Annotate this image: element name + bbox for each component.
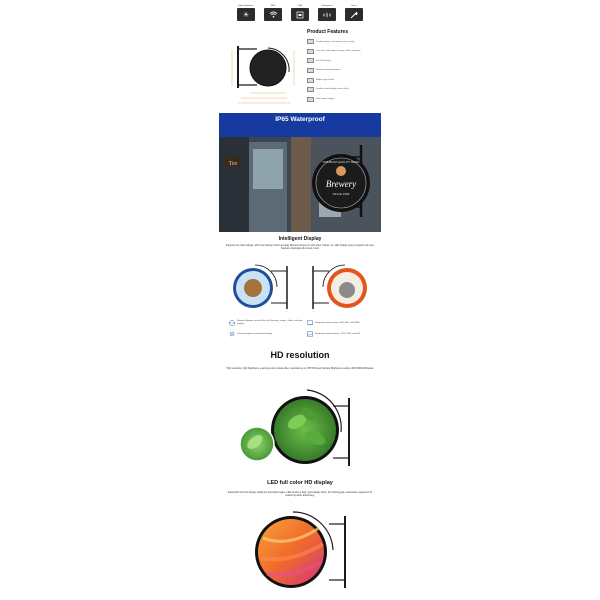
feature-bullet-icon [307,78,314,83]
feature-icon-row [237,5,363,21]
spec-text: Supported image formats: JPG, PNG, and GIF [315,332,361,335]
shop-sign-text: Tee [228,161,238,167]
wrench-icon [345,8,363,21]
storefront-sign-photo [219,137,381,232]
feature-bullet-icon [307,39,314,44]
spec-text: Create programs and upload display [237,332,273,335]
feature-text: Core lines with edge running, stable operation [316,50,361,53]
list-item [307,37,377,47]
feature-text: Mobile app control [316,78,334,81]
double-sided-display-illustration [229,263,371,313]
product-features-list [307,37,377,104]
gradient-display-illustration [249,508,359,596]
ip65-title: IP65 Waterproof [275,116,325,123]
monitor-icon [307,320,313,326]
feature-text: Remote upload programs [316,69,341,72]
feature-icon-label: Waterproof [321,5,333,7]
full-color-description: Small pitch full color display, bright and soft without glare, LED density is high, good display effect, No stitching gap, mainstream equipment for outdoor dynamic advertising. [227,492,373,497]
intelligent-display-title: Intelligent Display [278,236,322,242]
globe-icon [229,320,235,326]
spec-create-programs [229,331,307,337]
feature-text: Double design, waterproof, more sturdy [316,40,355,43]
feature-icon-label: Easy [351,5,357,7]
hd-resolution-description: High resolution, high brightness, ensuring perfect visual effect, resolution up to 150*150 pixels.Surface Brightness reaches 4000-5000CD/Square [226,368,374,370]
feature-bullet-icon [307,58,314,63]
feature-text: Double sided display, better effect [316,88,349,91]
gear-icon [229,331,235,337]
feature-icon-usb [291,5,309,21]
feature-icon-easy [345,5,363,21]
list-item [307,47,377,57]
product-detail-strip [219,0,381,600]
feature-bullet-icon [307,97,314,102]
list-item [307,56,377,66]
feature-icon-brightness [237,5,255,21]
list-item [307,85,377,95]
hd-resolution-title: HD resolution [270,350,330,360]
wifi-icon [264,8,282,21]
spec-text: Supported video formats: MP4, AVI, and WMV [315,321,360,324]
list-item [307,66,377,76]
dimension-diagram [227,40,303,108]
ip65-section [219,113,381,232]
ip65-header [219,113,381,137]
spec-video-formats [307,320,377,326]
water-icon [318,8,336,21]
sign-bottom-text: SINCE 1999 [332,192,350,196]
full-color-title: LED full color HD display [267,480,333,486]
product-features-title: Product Features [307,29,349,35]
feature-bullet-icon [307,68,314,73]
spec-image-formats [307,331,377,337]
intelligent-display-description: Supports one-click settings, which can display LOGO and play different pictures on both sides. Videos, etc. LED display screen supports usb view. Supports displaying all content in turn [225,245,375,250]
feature-icon-wifi [264,5,282,21]
list-item [307,95,377,105]
usb-icon [291,8,309,21]
feature-text: Safe power supply [316,98,334,101]
feature-icon-label: USB [297,5,303,7]
feature-bullet-icon [307,49,314,54]
feature-icon-label: WIFI [270,5,276,7]
spec-text: Remote Network control: Box click Settings, image, Video, and loop display [237,320,303,325]
feature-bullet-icon [307,87,314,92]
sign-top-text: PREMIUM QUALITY BEER [322,160,360,164]
feature-icon-water [318,5,336,21]
feature-icon-label: High brightness [238,5,254,7]
list-item [307,75,377,85]
feature-text: Full HD display [316,59,331,62]
sun-icon: ☀ [237,8,255,21]
sign-main-text: Brewery [325,179,357,189]
image-icon [307,331,313,337]
spec-remote-control [229,320,307,326]
leaf-display-illustration [237,386,363,470]
